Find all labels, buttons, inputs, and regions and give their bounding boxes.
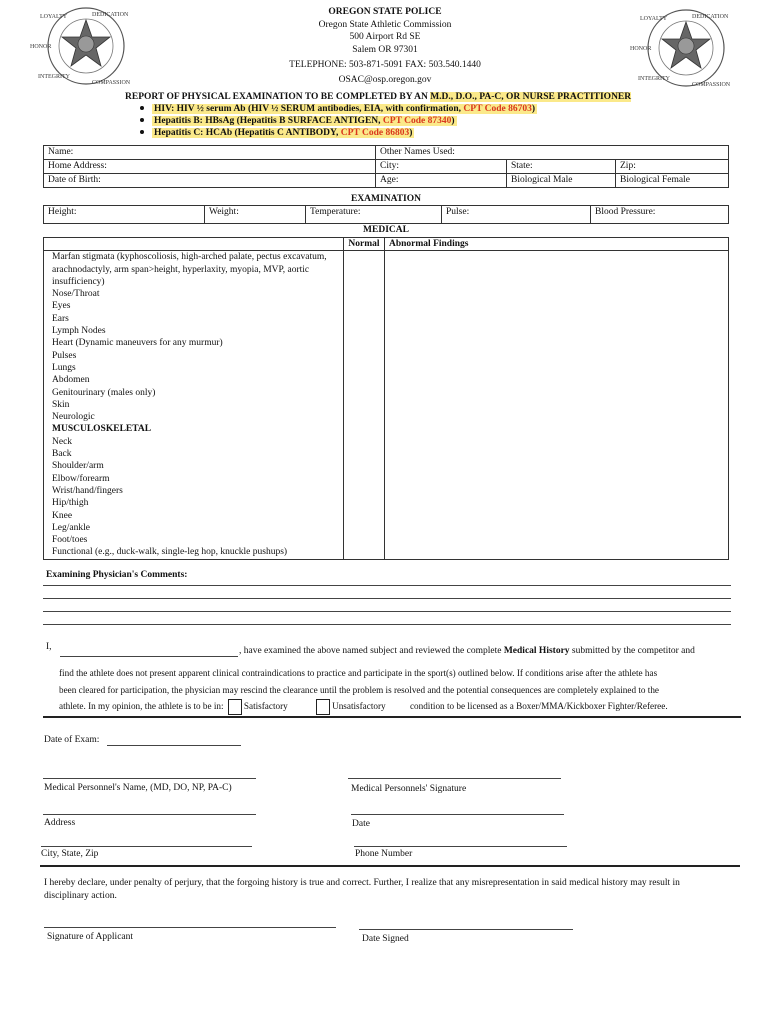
seal-right-word-loyalty: LOYALTY (640, 16, 668, 22)
medical-title: MEDICAL (363, 225, 409, 235)
medical-abnormal-cell[interactable] (385, 473, 729, 485)
medical-abnormal-cell[interactable] (385, 546, 729, 559)
medical-row (44, 534, 729, 546)
medical-item-label: Wrist/hand/fingers (44, 485, 344, 497)
medical-normal-cell[interactable] (344, 448, 385, 460)
medical-normal-cell[interactable] (344, 288, 385, 300)
medical-normal-cell[interactable] (344, 460, 385, 472)
medical-row (44, 510, 729, 522)
attestation-i: I, (46, 642, 52, 652)
date-signed-label: Date Signed (362, 934, 409, 944)
medical-row (44, 423, 729, 435)
medical-abnormal-cell[interactable] (385, 337, 729, 349)
medical-row (44, 350, 729, 362)
cpt-hep-c: CPT Code 86803 (340, 128, 410, 138)
phone-fax: TELEPHONE: 503-871-5091 FAX: 503.540.1440 (289, 60, 481, 70)
medical-item-label: Shoulder/arm (44, 460, 344, 472)
medical-item-label: Skin (44, 399, 344, 411)
state-police-seal-right-icon (630, 6, 742, 90)
medical-item-label: Leg/ankle (44, 522, 344, 534)
personnel-name-label: Medical Personnel's Name, (MD, DO, NP, PA-C) (44, 783, 232, 793)
medical-abnormal-cell[interactable] (385, 288, 729, 300)
comments-line-4[interactable] (43, 624, 731, 625)
seal-left-word-dedication: DEDICATION (92, 12, 129, 18)
divider-1 (43, 716, 741, 718)
dob-field[interactable]: Date of Birth: (44, 174, 376, 188)
medical-abnormal-cell[interactable] (385, 374, 729, 386)
examination-table (43, 205, 729, 224)
medical-normal-cell[interactable] (344, 387, 385, 399)
medical-abnormal-cell[interactable] (385, 534, 729, 546)
examination-title: EXAMINATION (350, 194, 422, 204)
medical-item-label: Functional (e.g., duck-walk, single-leg hop, knuckle pushups) (44, 546, 344, 559)
medical-item-label: Marfan stigmata (kyphoscoliosis, high-arched palate, pectus excavatum, arachnodactyly, arm span>height, hyperlaxity, myopia, MVP, aortic insufficiency) (44, 251, 344, 288)
comments-line-3[interactable] (43, 611, 731, 612)
medical-normal-cell[interactable] (344, 473, 385, 485)
medical-row (44, 337, 729, 349)
medical-abnormal-cell[interactable] (385, 485, 729, 497)
medical-item-label: Lymph Nodes (44, 325, 344, 337)
medical-item-label: Heart (Dynamic maneuvers for any murmur) (44, 337, 344, 349)
medical-normal-cell[interactable] (344, 411, 385, 423)
satisfactory-option[interactable]: Satisfactory (228, 701, 288, 711)
unsatisfactory-checkbox[interactable] (316, 699, 330, 715)
medical-normal-cell[interactable] (344, 300, 385, 312)
personnel-signature-label: Medical Personnels' Signature (351, 784, 467, 794)
medical-row (44, 460, 729, 472)
medical-abnormal-cell[interactable] (385, 423, 729, 435)
temperature-field[interactable]: Temperature: (306, 206, 442, 224)
medical-item-label: Hip/thigh (44, 497, 344, 509)
medical-row (44, 399, 729, 411)
biological-female-option[interactable]: Biological Female (616, 174, 729, 188)
applicant-signature-line[interactable] (44, 927, 336, 928)
medical-row (44, 497, 729, 509)
satisfactory-checkbox[interactable] (228, 699, 242, 715)
medical-normal-cell[interactable] (344, 337, 385, 349)
seal-left-word-loyalty: LOYALTY (40, 14, 68, 20)
seal-left-word-integrity: INTEGRITY (38, 74, 70, 80)
report-practitioners: M.D., D.O., PA-C, OR NURSE PRACTITIONER (430, 92, 632, 102)
medical-row (44, 473, 729, 485)
seal-right-word-integrity: INTEGRITY (638, 76, 670, 82)
medical-abnormal-cell[interactable] (385, 460, 729, 472)
medical-row (44, 374, 729, 386)
medical-normal-cell[interactable] (344, 374, 385, 386)
medical-normal-cell[interactable] (344, 522, 385, 534)
medical-normal-cell[interactable] (344, 423, 385, 435)
seal-left-word-honor: HONOR (30, 44, 52, 50)
medical-normal-cell[interactable] (344, 399, 385, 411)
medical-abnormal-cell[interactable] (385, 522, 729, 534)
medical-abnormal-cell[interactable] (385, 251, 729, 288)
biological-male-option[interactable]: Biological Male (507, 174, 616, 188)
test-hiv: HIV: HIV ½ serum Ab (HIV ½ SERUM antibodies, EIA, with confirmation, CPT Code 86703) (140, 104, 537, 114)
cpt-hiv: CPT Code 86703 (463, 104, 532, 114)
medical-table (43, 237, 729, 560)
medical-row (44, 522, 729, 534)
medical-row (44, 546, 729, 559)
attestation-line-1: , have examined the above named subject and reviewed the complete Medical History submitted by the competitor and (239, 646, 695, 656)
medical-abnormal-cell[interactable] (385, 350, 729, 362)
medical-row (44, 325, 729, 337)
medical-item-label: Nose/Throat (44, 288, 344, 300)
medical-normal-cell[interactable] (344, 436, 385, 448)
medical-abnormal-cell[interactable] (385, 387, 729, 399)
medical-normal-cell[interactable] (344, 251, 385, 288)
medical-normal-cell[interactable] (344, 313, 385, 325)
physician-name-line[interactable] (60, 656, 238, 657)
medical-row (44, 411, 729, 423)
divider-2 (40, 865, 740, 867)
zip-field[interactable]: Zip: (616, 160, 729, 174)
medical-item-label: Neck (44, 436, 344, 448)
other-names-field[interactable]: Other Names Used: (376, 146, 729, 160)
commission-name: Oregon State Athletic Commission (318, 19, 452, 30)
cpt-hep-b: CPT Code 87340 (382, 116, 452, 126)
report-prefix: REPORT OF PHYSICAL EXAMINATION TO BE COMPLETED BY AN (125, 92, 431, 102)
medical-row (44, 288, 729, 300)
date-label: Date (352, 819, 370, 829)
age-field[interactable]: Age: (376, 174, 507, 188)
medical-row (44, 313, 729, 325)
unsatisfactory-option[interactable]: Unsatisfactory (316, 701, 386, 711)
medical-abnormal-cell[interactable] (385, 510, 729, 522)
city-address: Salem OR 97301 (352, 44, 418, 55)
medical-normal-cell[interactable] (344, 485, 385, 497)
medical-item-label: Elbow/forearm (44, 473, 344, 485)
col-normal: Normal (344, 238, 385, 251)
address-line[interactable] (43, 814, 256, 815)
medical-row (44, 300, 729, 312)
medical-item-label: Pulses (44, 350, 344, 362)
medical-normal-cell[interactable] (344, 510, 385, 522)
medical-row (44, 448, 729, 460)
height-field[interactable]: Height: (44, 206, 205, 224)
city-state-zip-label: City, State, Zip (41, 849, 99, 859)
medical-normal-cell[interactable] (344, 325, 385, 337)
letterhead (200, 6, 570, 86)
medical-abnormal-cell[interactable] (385, 313, 729, 325)
medical-item-label: Neurologic (44, 411, 344, 423)
medical-abnormal-cell[interactable] (385, 448, 729, 460)
medical-item-label: Eyes (44, 300, 344, 312)
medical-normal-cell[interactable] (344, 546, 385, 559)
seal-left-word-compassion: COMPASSION (92, 80, 131, 86)
medical-row (44, 436, 729, 448)
medical-abnormal-cell[interactable] (385, 300, 729, 312)
medical-item-label: MUSCULOSKELETAL (44, 423, 344, 435)
weight-field[interactable]: Weight: (205, 206, 306, 224)
medical-abnormal-cell[interactable] (385, 325, 729, 337)
city-state-zip-line[interactable] (41, 846, 252, 847)
medical-abnormal-cell[interactable] (385, 497, 729, 509)
comments-line-2[interactable] (43, 598, 731, 599)
street-address: 500 Airport Rd SE (349, 32, 421, 42)
city-field[interactable]: City: (376, 160, 507, 174)
medical-item-label: Knee (44, 510, 344, 522)
medical-item-label: Abdomen (44, 374, 344, 386)
medical-item-label: Lungs (44, 362, 344, 374)
name-field[interactable]: Name: (44, 146, 376, 160)
attestation-line-2: find the athlete does not present apparent clinical contraindications to practice and participate in the sport(s) outlined below. If conditions arise after the athlete has (59, 668, 658, 678)
pulse-field[interactable]: Pulse: (442, 206, 591, 224)
personnel-name-line[interactable] (43, 778, 256, 779)
blood-pressure-field[interactable]: Blood Pressure: (591, 206, 729, 224)
address-label: Address (44, 818, 76, 828)
medical-item-label: Foot/toes (44, 534, 344, 546)
medical-abnormal-cell[interactable] (385, 399, 729, 411)
medical-normal-cell[interactable] (344, 497, 385, 509)
medical-item-label: Ears (44, 313, 344, 325)
seal-right-word-honor: HONOR (630, 46, 652, 52)
medical-row (44, 362, 729, 374)
declaration-text: I hereby declare, under penalty of perjury, that the forgoing history is true and correct. Further, I realize that any misrepresentation in said medical history may result in disciplinary action. (44, 878, 680, 901)
comments-line-1[interactable] (43, 585, 731, 586)
seal-right-word-compassion: COMPASSION (692, 82, 731, 88)
test-hepatitis-c: Hepatitis C: HCAb (Hepatitis C ANTIBODY, CPT Code 86803) (140, 128, 414, 138)
state-field[interactable]: State: (507, 160, 616, 174)
comments-label: Examining Physician's Comments: (46, 570, 188, 580)
date-of-exam-label: Date of Exam: (44, 735, 100, 745)
medical-abnormal-cell[interactable] (385, 362, 729, 374)
home-address-field[interactable]: Home Address: (44, 160, 376, 174)
medical-abnormal-cell[interactable] (385, 411, 729, 423)
date-of-exam-line[interactable] (107, 745, 241, 746)
state-police-seal-left-icon (30, 4, 142, 88)
test-hepatitis-b: Hepatitis B: HBsAg (Hepatitis B SURFACE ANTIGEN, CPT Code 87340) (140, 116, 457, 126)
medical-normal-cell[interactable] (344, 362, 385, 374)
report-heading (125, 92, 631, 102)
date-line[interactable] (351, 814, 564, 815)
identity-table (43, 145, 729, 188)
medical-item-label: Back (44, 448, 344, 460)
attestation-line-3: been cleared for participation, the physician may rescind the clearance until the problem is resolved and the potential consequences are completely explained to the (59, 685, 660, 695)
medical-row (44, 485, 729, 497)
applicant-signature-label: Signature of Applicant (47, 932, 134, 942)
personnel-signature-line[interactable] (348, 778, 561, 779)
phone-label: Phone Number (355, 849, 413, 859)
medical-normal-cell[interactable] (344, 350, 385, 362)
medical-item-label: Genitourinary (males only) (44, 387, 344, 399)
email: OSAC@osp.oregon.gov (338, 74, 432, 85)
date-signed-line[interactable] (359, 929, 573, 930)
col-abnormal: Abnormal Findings (385, 238, 729, 251)
medical-row (44, 387, 729, 399)
medical-row (44, 251, 729, 288)
org-name: OREGON STATE POLICE (328, 7, 442, 17)
medical-abnormal-cell[interactable] (385, 436, 729, 448)
attestation-line-4: athlete. In my opinion, the athlete is to be in: Satisfactory Unsatisfactory condition to be licensed as a Boxer/MMA/Kickboxer Fighter/Referee. (59, 699, 668, 715)
medical-normal-cell[interactable] (344, 534, 385, 546)
phone-line[interactable] (354, 846, 567, 847)
seal-right-word-dedication: DEDICATION (692, 14, 729, 20)
